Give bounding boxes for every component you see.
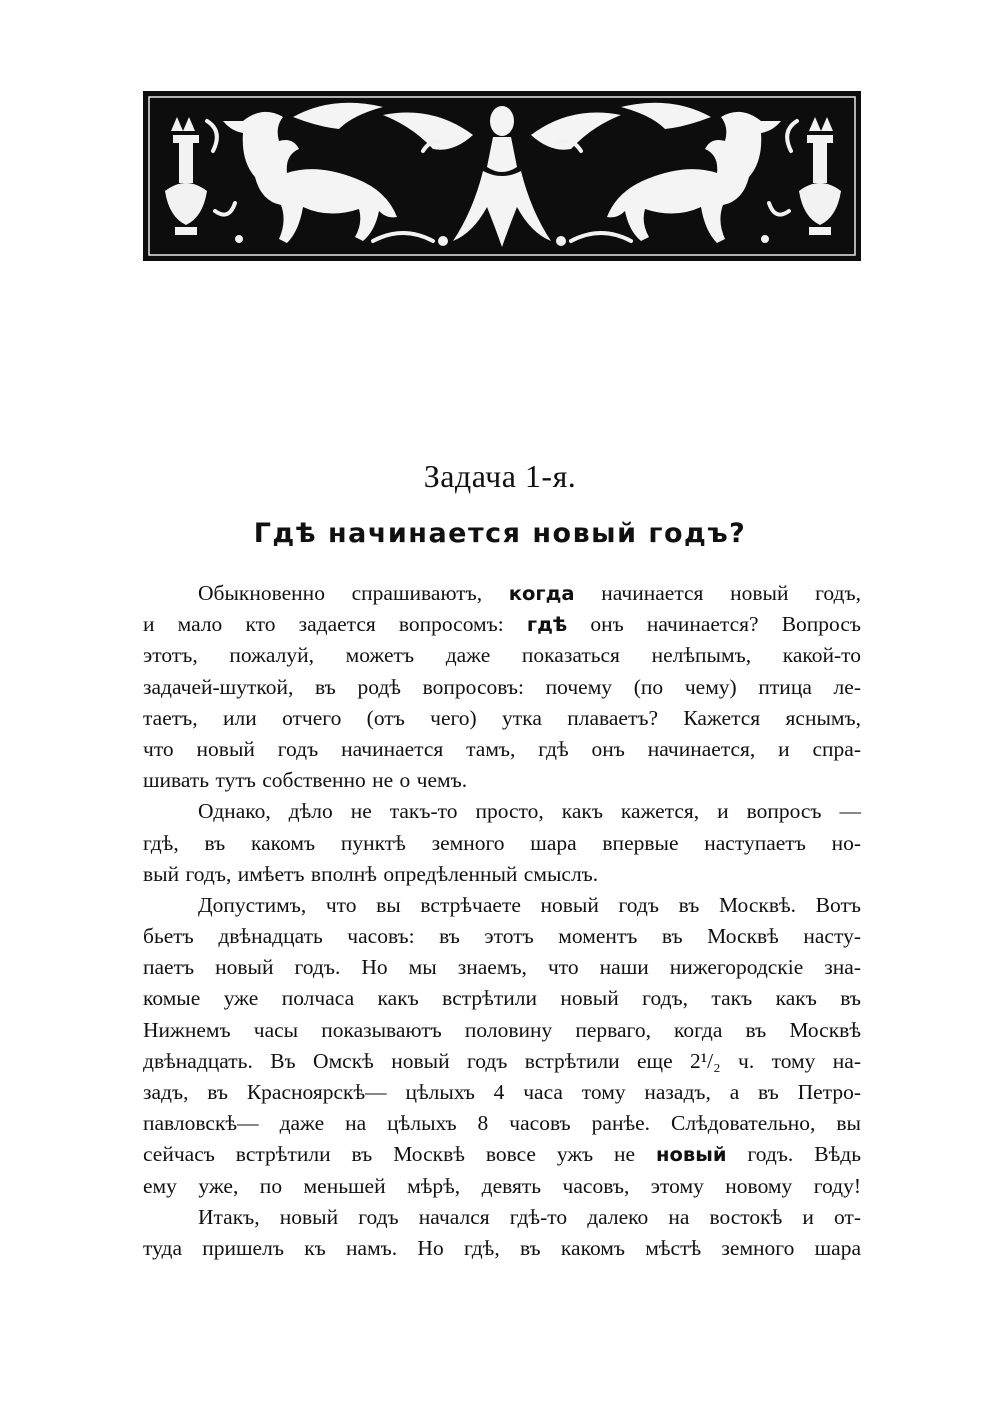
text-line: Допустимъ, что вы встрѣчаете новый годъ въ Москвѣ. Вотъ [198, 892, 861, 917]
text-line: что новый годъ начинается тамъ, гдѣ онъ начинается, и спра- [143, 736, 861, 761]
text-line: Обыкновенно спрашиваютъ, когда начинается новый годъ, [198, 581, 861, 605]
emphasis-word: когда [508, 582, 575, 605]
text-line: таетъ, или отчего (отъ чего) утка плаваетъ? Кажется яснымъ, [143, 705, 861, 730]
text-line: ему уже, по меньшей мѣрѣ, девять часовъ, этому новому году! [143, 1173, 861, 1198]
text-line: сейчасъ встрѣтили въ Москвѣ вовсе ужъ не новый годъ. Вѣдь [143, 1142, 862, 1167]
task-title: Гдѣ начинается новый годъ? [253, 518, 747, 549]
emphasis-word: гдѣ [526, 613, 568, 637]
emphasis-word: новый [656, 1143, 727, 1167]
text-line: туда пришелъ къ намъ. Но гдѣ, въ какомъ мѣстѣ земного шара [143, 1235, 861, 1260]
text-line: Однако, дѣло не такъ-то просто, какъ кажется, и вопросъ — [198, 799, 861, 824]
text-line: Итакъ, новый годъ начался гдѣ-то далеко на востокѣ и от- [198, 1204, 861, 1229]
text-line: двѣнадцать. Въ Омскѣ новый годъ встрѣтили еще 2¹/₂ ч. тому на- [143, 1048, 861, 1073]
text-line: паетъ новый годъ. Но мы знаемъ, что наши нижегородскіе зна- [143, 955, 861, 980]
text-line: павловскѣ— даже на цѣлыхъ 8 часовъ ранѣе. Слѣдовательно, вы [143, 1111, 861, 1136]
text-line: комые уже полчаса какъ встрѣтили новый годъ, такъ какъ въ [143, 986, 861, 1011]
ornamental-header-banner [143, 91, 861, 261]
text-line: шивать тутъ собственно не о чемъ. [143, 768, 468, 793]
text-line: задачей-шуткой, въ родѣ вопросовъ: почему (по чему) птица ле- [143, 674, 861, 699]
text-line: вый годъ, имѣетъ вполнѣ опредѣленный смыслъ. [143, 861, 599, 886]
text-line: бьетъ двѣнадцать часовъ: въ этотъ моментъ въ Москвѣ насту- [143, 924, 861, 949]
body-text [143, 578, 861, 1264]
griffin-ornament-image [143, 91, 861, 261]
text-line: задъ, въ Красноярскѣ— цѣлыхъ 4 часа тому назадъ, а въ Петро- [143, 1080, 861, 1104]
text-line: и мало кто задается вопросомъ: гдѣ онъ начинается? Вопросъ [143, 612, 861, 637]
text-line: гдѣ, въ какомъ пунктѣ земного шара впервые наступаетъ но- [143, 830, 861, 855]
task-number-heading: Задача 1-я. [423, 458, 577, 494]
text-line: Нижнемъ часы показываютъ половину перваго, когда въ Москвѣ [143, 1017, 861, 1042]
text-line: этотъ, пожалуй, можетъ даже показаться нелѣпымъ, какой-то [143, 643, 861, 668]
